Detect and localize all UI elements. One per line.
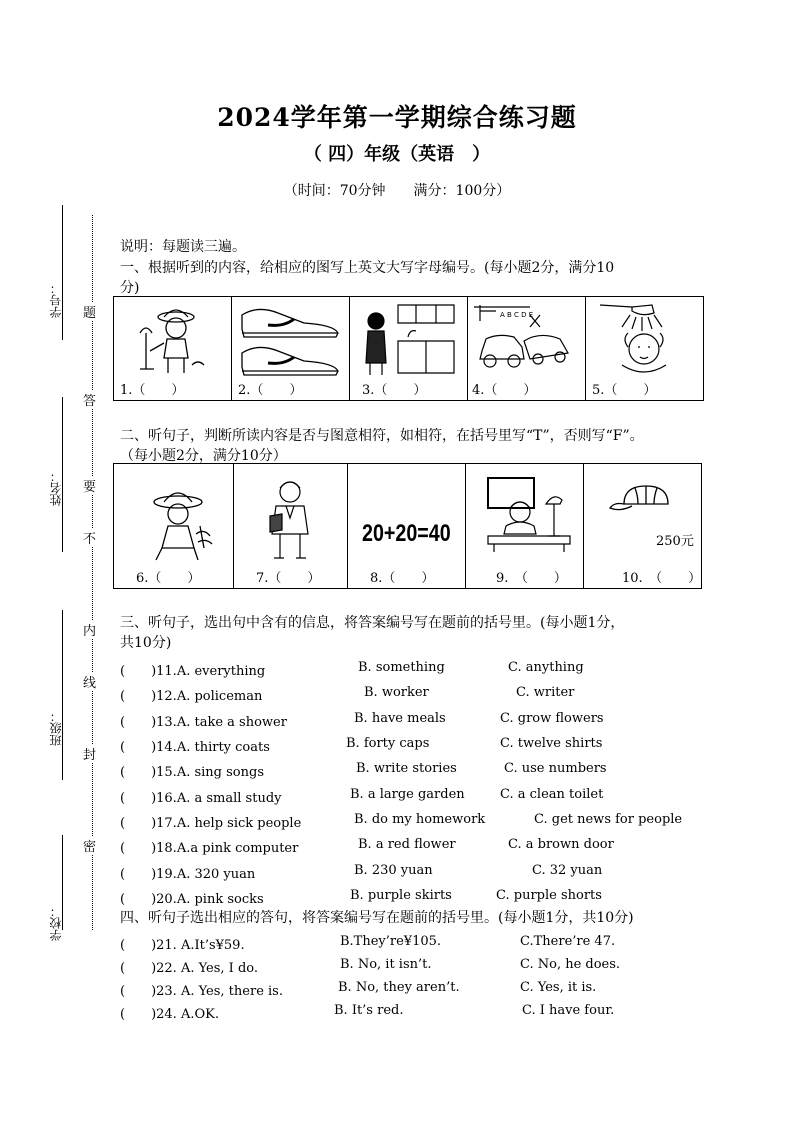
instructions: 说明：每题读三遍。 [120, 239, 246, 255]
name-label: 姓名： [49, 470, 63, 506]
question-20-b: B. purple skirts [350, 888, 452, 903]
question-13-c: C. grow flowers [500, 711, 604, 726]
section3-heading: 三、听句子，选出句中含有的信息，将答案编号写在题前的括号里。(每小题1分， [120, 615, 625, 631]
class-line [62, 610, 63, 780]
question-17-c: C. get news for people [534, 812, 683, 827]
question-20-c: C. purple shorts [496, 888, 602, 903]
question-15-a: ( )15.A. sing songs [120, 765, 264, 780]
question-11-c: C. anything [508, 660, 584, 675]
question-18-a: ( )18.A.a pink computer [120, 841, 299, 856]
question-16-c: C. a clean toilet [500, 787, 604, 802]
svg-text:A B C D E: A B C D E [500, 311, 534, 319]
seal-char: 要 [83, 476, 96, 495]
class-label: 班级： [49, 710, 63, 746]
student-id-label: 学号： [49, 282, 63, 318]
item-label-4: 4.（ ） [472, 383, 537, 398]
question-23-a: ( )23. A. Yes, there is. [120, 984, 283, 999]
question-11-a: ( )11.A. everything [120, 664, 266, 679]
picture-cell-8 [348, 464, 466, 589]
question-24-b: B. It’s red. [334, 1003, 404, 1018]
man-with-book-icon [264, 478, 316, 560]
picture-cell-7 [234, 464, 348, 589]
question-23-b: B. No, they aren’t. [338, 980, 460, 995]
question-14-c: C. twelve shirts [500, 736, 603, 751]
sneakers-icon [238, 301, 344, 377]
section2-heading-cont: （每小题2分，满分10分） [120, 448, 287, 464]
seal-char: 不 [83, 528, 96, 547]
question-22-c: C. No, he does. [520, 957, 621, 972]
question-19-b: B. 230 yuan [354, 863, 433, 878]
question-16-a: ( )16.A. a small study [120, 791, 282, 806]
picture-cell-5 [586, 297, 704, 401]
grade-subject-subtitle: （ 四）年级（英语 ） [303, 144, 491, 165]
question-12-a: ( )12.A. policeman [120, 689, 263, 704]
boy-planting-tree-icon [132, 303, 210, 375]
section2-heading: 二、听句子，判断所读内容是否与图意相符，如相符，在括号里写“T”，否则写“F”。 [120, 428, 644, 444]
picture-cell-1 [114, 297, 232, 401]
item-label-7: 7.（ ） [256, 571, 321, 586]
time-score-info: （时间：70分钟 满分：100分） [283, 183, 511, 199]
seal-char: 线 [83, 672, 96, 691]
girl-studying-desk-icon [484, 474, 572, 554]
question-22-b: B. No, it isn’t. [340, 957, 432, 972]
farmer-girl-icon [148, 486, 220, 564]
cap-price: 250元 [656, 534, 694, 549]
item-label-2: 2.（ ） [238, 383, 303, 398]
question-19-c: C. 32 yuan [532, 863, 603, 878]
seal-char: 封 [83, 744, 96, 763]
question-17-a: ( )17.A. help sick people [120, 816, 302, 831]
question-12-b: B. worker [364, 685, 429, 700]
question-18-b: B. a red flower [358, 837, 456, 852]
item-label-1: 1.（ ） [120, 383, 185, 398]
school-label: 学校： [49, 905, 63, 941]
picture-cell-10 [584, 464, 702, 589]
question-14-a: ( )14.A. thirty coats [120, 740, 270, 755]
seal-char: 题 [83, 302, 96, 321]
seal-char: 答 [83, 390, 96, 409]
question-24-a: ( )24. A.OK. [120, 1007, 219, 1022]
picture-cell-3 [350, 297, 468, 401]
picture-cell-9 [466, 464, 584, 589]
section3-heading-cont: 共10分) [120, 635, 172, 651]
question-22-a: ( )22. A. Yes, I do. [120, 961, 259, 976]
kitchen-woman-icon [358, 301, 458, 377]
item-label-6: 6.（ ） [136, 571, 201, 586]
question-13-a: ( )13.A. take a shower [120, 715, 287, 730]
math-equation-icon: 20+20=40 [362, 520, 451, 547]
question-20-a: ( )20.A. pink socks [120, 892, 264, 907]
question-13-b: B. have meals [354, 711, 446, 726]
item-label-8: 8.（ ） [370, 571, 435, 586]
car-crash-icon [470, 301, 580, 375]
item-label-10: 10. （ ） [622, 571, 702, 586]
section4-heading: 四、听句子选出相应的答句，将答案编号写在题前的括号里。(每小题1分，共10分) [120, 910, 634, 926]
item-label-9: 9. （ ） [496, 571, 567, 586]
section1-picture-table [113, 296, 704, 401]
question-16-b: B. a large garden [350, 787, 465, 802]
student-id-line [62, 205, 63, 340]
seal-char: 密 [83, 836, 96, 855]
question-12-c: C. writer [516, 685, 575, 700]
section2-picture-table [113, 463, 702, 589]
item-label-5: 5.（ ） [592, 383, 657, 398]
cap-icon [608, 482, 676, 514]
question-24-c: C. I have four. [522, 1003, 615, 1018]
question-21-b: B.They’re¥105. [340, 934, 442, 949]
section1-heading-cont: 分) [120, 280, 140, 296]
seal-char: 内 [83, 620, 96, 639]
question-15-b: B. write stories [356, 761, 457, 776]
item-label-3: 3.（ ） [362, 383, 427, 398]
question-17-b: B. do my homework [354, 812, 486, 827]
section1-heading: 一、根据听到的内容，给相应的图写上英文大写字母编号。(每小题2分，满分10 [120, 260, 615, 276]
picture-cell-4 [468, 297, 586, 401]
exam-title: 2024学年第一学期综合练习题 [217, 103, 577, 132]
girl-shower-icon [592, 299, 696, 375]
question-21-c: C.There’re 47. [520, 934, 616, 949]
question-11-b: B. something [358, 660, 445, 675]
seal-dotted-line [92, 215, 93, 930]
question-21-a: ( )21. A.It’s¥59. [120, 938, 245, 953]
picture-cell-6 [114, 464, 234, 589]
question-14-b: B. forty caps [346, 736, 430, 751]
question-15-c: C. use numbers [504, 761, 607, 776]
question-23-c: C. Yes, it is. [520, 980, 597, 995]
question-19-a: ( )19.A. 320 yuan [120, 867, 256, 882]
question-18-c: C. a brown door [508, 837, 614, 852]
picture-cell-2 [232, 297, 350, 401]
